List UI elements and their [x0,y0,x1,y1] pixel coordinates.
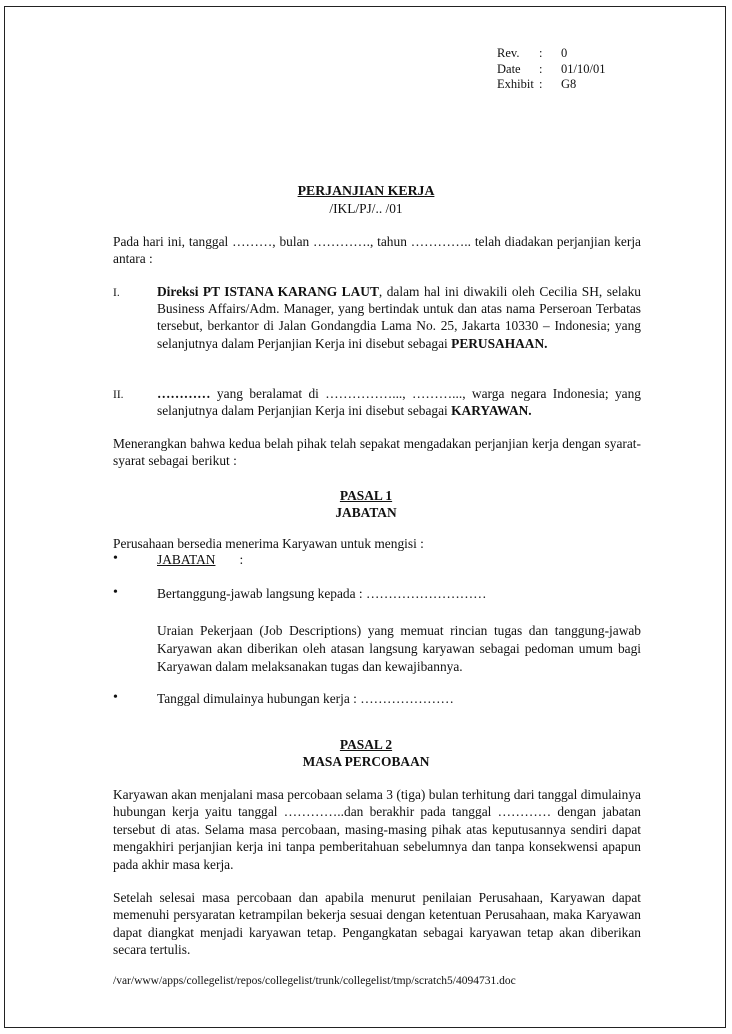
party1-paragraph [157,283,641,352]
start-date-field: Tanggal dimulainya hubungan kerja : ………………… [157,691,454,706]
exhibit-row [497,77,605,93]
jabatan-colon: : [239,552,244,567]
party2-text: yang beralamat di ……………..., ………..., warga negara Indonesia; yang selanjutnya dalam Perjanjian Kerja ini disebut sebagai [157,386,641,419]
exhibit-sep: : [539,77,543,91]
pasal1-title: PASAL 1 [339,488,393,503]
revision-block [497,46,605,93]
rev-key: Rev. [497,46,520,60]
pasal1-heading: JABATAN [335,505,397,520]
date-value: 01/10/01 [561,61,606,76]
party2-role: KARYAWAN. [451,403,532,419]
exhibit-value: G8 [561,77,577,91]
party1-role: PERUSAHAAN. [451,335,548,351]
date-sep: : [539,61,543,76]
job-description-paragraph: Uraian Pekerjaan (Job Descriptions) yang memuat rincian tugas dan tanggung-jawab Karyawan akan diberikan oleh atasan langsung karyawan sebagai pedoman umum bagi Karyawan dalam melaksanakan tugas dan kewajibannya. [157,623,641,674]
bullet-icon: • [113,551,118,566]
document-title: PERJANJIAN KERJA [297,183,435,198]
date-key: Date [497,61,521,76]
pasal2-title: PASAL 2 [339,737,393,752]
party1-name: Direksi PT ISTANA KARANG LAUT [157,284,379,299]
party2-label: II. [113,389,124,401]
bullet-icon: • [113,690,118,705]
agreement-paragraph: Menerangkan bahwa kedua belah pihak telah sepakat mengadakan perjanjian kerja dengan syarat-syarat sebagai berikut : [113,436,641,468]
intro-paragraph: Pada hari ini, tanggal ………, bulan …………., tahun ………….. telah diadakan perjanjian kerja antara : [113,234,641,266]
probation-paragraph-2: Setelah selesai masa percobaan dan apabila menurut penilaian Perusahaan, Karyawan dapat memenuhi persyaratan ketrampilan bekerja sesuai dengan ketentuan Perusahaan, maka Karyawan dapat diangkat menjadi karyawan tetap. Pengangkatan sebagai karyawan tetap akan diberikan secara tertulis. [113,890,641,958]
party2-paragraph [157,385,641,419]
jabatan-field [157,552,243,568]
bullet-icon: • [113,585,118,600]
pasal1-intro: Perusahaan bersedia menerima Karyawan untuk mengisi : [113,536,424,551]
pasal2-heading: MASA PERCOBAAN [302,754,430,769]
file-path-footer: /var/www/apps/collegelist/repos/collegelist/trunk/collegelist/tmp/scratch5/4094731.doc [113,975,516,987]
date-row [497,62,605,78]
rev-sep: : [539,46,543,60]
rev-row [497,46,605,62]
party1-label: I. [113,287,120,299]
rev-value: 0 [561,46,568,60]
probation-paragraph-1: Karyawan akan menjalani masa percobaan selama 3 (tiga) bulan terhitung dari tanggal dimulainya hubungan kerja yaitu tanggal …………..dan berakhir pada tanggal ………… dengan jabatan tersebut di atas. Selama masa percobaan, masing-masing pihak atas keputusannya sendiri dapat mengakhiri perjanjian kerja ini tanpa pemberitahuan sebelumnya dan tanpa konsekwensi apapun pada akhir masa kerja. [113,787,641,872]
jabatan-label: JABATAN [157,552,216,567]
document-number: /IKL/PJ/.. /01 [329,201,403,216]
reports-to-field: Bertanggung-jawab langsung kepada : ……………………… [157,586,487,601]
party1-text: , dalam hal ini diwakili oleh Cecilia SH, selaku Business Affairs/Adm. Manager, yang bertindak untuk dan atas nama Perseroan Terbatas tersebut, berkantor di Jalan Gondangdia Lama No. 25, Jakarta 10330 – Indonesia; yang selanjutnya dalam Perjanjian Kerja ini disebut sebagai [157,284,641,351]
party2-name: ………… [157,386,211,401]
exhibit-key: Exhibit [497,77,534,91]
